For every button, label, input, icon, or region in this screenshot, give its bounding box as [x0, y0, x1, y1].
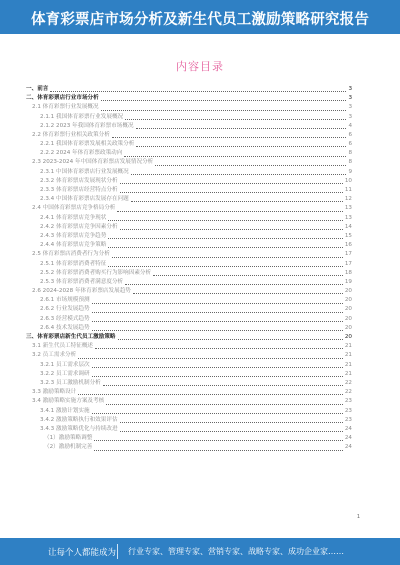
- toc-entry[interactable]: [26, 168, 352, 177]
- toc-entry-page: 20: [344, 334, 352, 341]
- toc-entry-page: 21: [344, 361, 352, 368]
- toc-leader-dots: [112, 257, 343, 258]
- toc-entry-page: 17: [344, 260, 352, 267]
- toc-entry[interactable]: [26, 434, 352, 443]
- toc-entry-label: 3.4 激励策略实施方案及考核: [32, 397, 105, 406]
- toc-entry-page: 6: [348, 131, 352, 138]
- toc-entry-label: 2.2.1 我国体育彩票发展相关政策分析: [40, 140, 135, 149]
- toc-entry-page: 15: [344, 232, 352, 239]
- toc-leader-dots: [136, 128, 347, 129]
- toc-leader-dots: [120, 183, 343, 184]
- toc-leader-dots: [131, 174, 347, 175]
- toc-entry[interactable]: [26, 214, 352, 223]
- toc-entry[interactable]: [26, 351, 352, 360]
- toc-entry-page: 20: [344, 324, 352, 331]
- toc-entry-page: 13: [344, 205, 352, 212]
- toc-leader-dots: [78, 358, 343, 359]
- toc-entry-page: 20: [344, 288, 352, 295]
- toc-leader-dots: [95, 348, 343, 349]
- toc-leader-dots: [120, 431, 343, 432]
- toc-entry[interactable]: [26, 113, 352, 122]
- toc-leader-dots: [50, 91, 346, 92]
- toc-entry-page: 24: [344, 444, 352, 451]
- toc-entry-page: 8: [348, 150, 352, 157]
- toc-leader-dots: [92, 321, 343, 322]
- toc-entry[interactable]: [26, 223, 352, 232]
- toc-entry-page: 16: [344, 242, 352, 249]
- toc-entry[interactable]: [26, 177, 352, 186]
- toc-leader-dots: [131, 201, 343, 202]
- toc-entry[interactable]: [26, 443, 352, 452]
- toc-entry-label: 2.2 体育彩票行业相关政策分析: [32, 131, 111, 140]
- footer-divider: [117, 544, 118, 559]
- toc-entry-page: 22: [344, 379, 352, 386]
- toc-entry-page: 24: [344, 425, 352, 432]
- toc-entry-label: 2.1 体育彩票行业发展概况: [32, 103, 100, 112]
- toc-entry-label: 二、体育彩票店行业市场分析: [26, 94, 100, 103]
- toc-entry-label: 三、体育彩票店新生代员工激励策略: [26, 333, 117, 342]
- toc-entry-label: 2.5.3 体育彩票消费者满意度分析: [40, 278, 124, 287]
- toc-entry[interactable]: [26, 370, 352, 379]
- footer-banner: [0, 538, 400, 565]
- toc-leader-dots: [118, 339, 343, 340]
- toc-entry-page: 23: [344, 416, 352, 423]
- toc-entry[interactable]: [26, 333, 352, 342]
- toc-entry[interactable]: [26, 186, 352, 195]
- table-of-contents: [26, 85, 352, 453]
- toc-leader-dots: [92, 413, 343, 414]
- toc-entry[interactable]: [26, 103, 352, 112]
- toc-entry-page: 19: [344, 278, 352, 285]
- footer-tagline: 行业专家、管理专家、营销专家、战略专家、成功企业家……: [128, 547, 344, 556]
- toc-entry[interactable]: [26, 204, 352, 213]
- toc-entry-page: 17: [344, 251, 352, 258]
- toc-entry[interactable]: [26, 122, 352, 131]
- toc-entry-label: 2.1.1 我国体育彩票行业发展概况: [40, 113, 124, 122]
- toc-entry-page: 10: [344, 177, 352, 184]
- toc-leader-dots: [101, 110, 347, 111]
- toc-entry[interactable]: [26, 269, 352, 278]
- toc-entry-label: 2.6.2 行业发展趋势: [40, 305, 91, 314]
- toc-entry-label: 2.3.3 体育彩票店经营特点分析: [40, 186, 119, 195]
- toc-entry-label: 2.5.2 体育彩票消费者购买行为影响因素分析: [40, 269, 152, 278]
- toc-entry-label: 2.3.1 中国体育彩票店行业发展概况: [40, 168, 130, 177]
- toc-entry-page: 3: [348, 113, 352, 120]
- toc-entry-label: 2.4 中国体育彩票店竞争格局分析: [32, 204, 116, 213]
- toc-leader-dots: [125, 119, 346, 120]
- toc-leader-dots: [92, 330, 343, 331]
- toc-entry-label: 3.2.2 员工需求调研: [40, 370, 91, 379]
- toc-entry-page: 20: [344, 315, 352, 322]
- toc-entry[interactable]: [26, 287, 352, 296]
- toc-leader-dots: [103, 385, 343, 386]
- toc-entry-label: 2.1.2 2023 年我国体育彩票市场概况: [40, 122, 135, 131]
- toc-entry-label: 2.5.1 体育彩票消费者特征: [40, 260, 107, 269]
- toc-entry-label: 2.5 体育彩票店消费者行为分析: [32, 250, 111, 259]
- toc-entry[interactable]: [26, 388, 352, 397]
- toc-leader-dots: [94, 450, 343, 451]
- toc-leader-dots: [92, 367, 343, 368]
- toc-entry-page: 8: [348, 159, 352, 166]
- toc-leader-dots: [108, 220, 343, 221]
- toc-leader-dots: [92, 376, 343, 377]
- toc-entry[interactable]: [26, 425, 352, 434]
- toc-entry-label: 3.4.2 激励策略执行和效果评估: [40, 416, 119, 425]
- toc-entry-label: 2.4.2 体育彩票店竞争因素分析: [40, 223, 119, 232]
- toc-entry[interactable]: [26, 342, 352, 351]
- toc-entry[interactable]: [26, 416, 352, 425]
- toc-entry-label: 3.3 激励策略设计: [32, 388, 77, 397]
- toc-entry-page: 4: [348, 122, 352, 129]
- document-title: 体育彩票店市场分析及新生代员工激励策略研究报告: [30, 12, 370, 28]
- toc-entry[interactable]: [26, 250, 352, 259]
- toc-entry-page: 23: [344, 398, 352, 405]
- toc-leader-dots: [94, 440, 343, 441]
- toc-entry[interactable]: [26, 407, 352, 416]
- toc-entry-page: 11: [344, 187, 352, 194]
- toc-leader-dots: [108, 247, 343, 248]
- toc-entry-label: （1）激励策略调整: [44, 434, 93, 443]
- toc-leader-dots: [120, 422, 343, 423]
- toc-entry-label: 2.4.3 体育彩票店竞争趋势: [40, 232, 107, 241]
- toc-entry-label: 2.2.2 2024 年体育彩票政策动向: [40, 149, 123, 158]
- toc-entry[interactable]: [26, 195, 352, 204]
- toc-entry-label: 2.6.3 经营模式趋势: [40, 315, 91, 324]
- toc-entry-page: 23: [344, 407, 352, 414]
- toc-entry[interactable]: [26, 260, 352, 269]
- toc-entry[interactable]: [26, 94, 352, 103]
- toc-entry-label: 2.3.4 中国体育彩票店发展存在问题: [40, 195, 130, 204]
- toc-entry-label: 2.6 2024-2028 年体育彩票店发展趋势: [32, 287, 132, 296]
- toc-entry[interactable]: [26, 149, 352, 158]
- toc-entry-page: 21: [344, 343, 352, 350]
- toc-entry-label: 2.4.1 体育彩票店竞争现状: [40, 214, 107, 223]
- toc-entry[interactable]: [26, 241, 352, 250]
- toc-entry-label: 2.4.4 体育彩票店竞争策略: [40, 241, 107, 250]
- toc-entry[interactable]: [26, 296, 352, 305]
- toc-entry[interactable]: [26, 278, 352, 287]
- toc-entry-label: 3.2.3 员工激励机制分析: [40, 379, 102, 388]
- toc-entry[interactable]: [26, 315, 352, 324]
- toc-entry-page: 21: [344, 370, 352, 377]
- toc-leader-dots: [125, 284, 343, 285]
- toc-entry-page: 14: [344, 223, 352, 230]
- toc-leader-dots: [106, 404, 343, 405]
- toc-leader-dots: [155, 165, 346, 166]
- toc-leader-dots: [92, 312, 343, 313]
- toc-entry[interactable]: [26, 397, 352, 406]
- footer-slogan: 让每个人都能成为: [48, 548, 117, 558]
- toc-leader-dots: [78, 394, 343, 395]
- toc-entry-page: 6: [348, 141, 352, 148]
- toc-entry[interactable]: [26, 232, 352, 241]
- toc-entry-label: 3.2 员工需求分析: [32, 351, 77, 360]
- toc-leader-dots: [101, 100, 347, 101]
- header-banner: [0, 0, 400, 34]
- toc-entry-page: 12: [344, 196, 352, 203]
- toc-entry-page: 9: [348, 168, 352, 175]
- toc-leader-dots: [136, 146, 346, 147]
- toc-entry-label: 一、前言: [26, 85, 49, 94]
- toc-entry-page: 20: [344, 297, 352, 304]
- toc-entry[interactable]: [26, 306, 352, 315]
- toc-entry-page: 13: [344, 214, 352, 221]
- toc-entry-label: 3.4.3 激励策略优化与持续改进: [40, 425, 119, 434]
- toc-entry-label: 3.2.1 员工需求层次: [40, 361, 91, 370]
- toc-entry-page: 18: [344, 269, 352, 276]
- toc-entry[interactable]: [26, 361, 352, 370]
- toc-leader-dots: [133, 293, 343, 294]
- toc-heading: 内容目录: [176, 60, 224, 73]
- toc-entry-label: 2.6.1 市场规模预测: [40, 296, 91, 305]
- toc-entry-page: 20: [344, 306, 352, 313]
- toc-leader-dots: [120, 229, 343, 230]
- toc-entry[interactable]: [26, 379, 352, 388]
- toc-leader-dots: [108, 266, 343, 267]
- toc-entry[interactable]: [26, 159, 352, 168]
- toc-leader-dots: [120, 192, 343, 193]
- toc-leader-dots: [108, 238, 343, 239]
- toc-entry[interactable]: [26, 324, 352, 333]
- toc-entry-page: 3: [348, 104, 352, 111]
- toc-entry[interactable]: [26, 140, 352, 149]
- toc-entry-label: 2.3.2 体育彩票店发展现状分析: [40, 177, 119, 186]
- toc-entry-label: 2.3 2023-2024 年中国体育彩票店发展情况分析: [32, 158, 154, 167]
- toc-leader-dots: [92, 303, 343, 304]
- toc-leader-dots: [124, 156, 346, 157]
- toc-entry-page: 22: [344, 389, 352, 396]
- toc-entry-page: 3: [348, 85, 352, 92]
- toc-entry-page: 3: [348, 95, 352, 102]
- toc-entry[interactable]: [26, 85, 352, 94]
- toc-entry[interactable]: [26, 131, 352, 140]
- toc-entry-page: 21: [344, 352, 352, 359]
- toc-leader-dots: [153, 275, 343, 276]
- toc-entry-label: 2.6.4 技术发展趋势: [40, 324, 91, 333]
- toc-entry-page: 24: [344, 435, 352, 442]
- toc-leader-dots: [112, 137, 347, 138]
- toc-entry-label: （2）激励机制完善: [44, 443, 93, 452]
- toc-entry-label: 3.1 新生代员工特征概述: [32, 342, 94, 351]
- toc-entry-label: 3.4.1 激励计划实施: [40, 407, 91, 416]
- page-number: 1: [356, 514, 360, 520]
- toc-leader-dots: [117, 211, 342, 212]
